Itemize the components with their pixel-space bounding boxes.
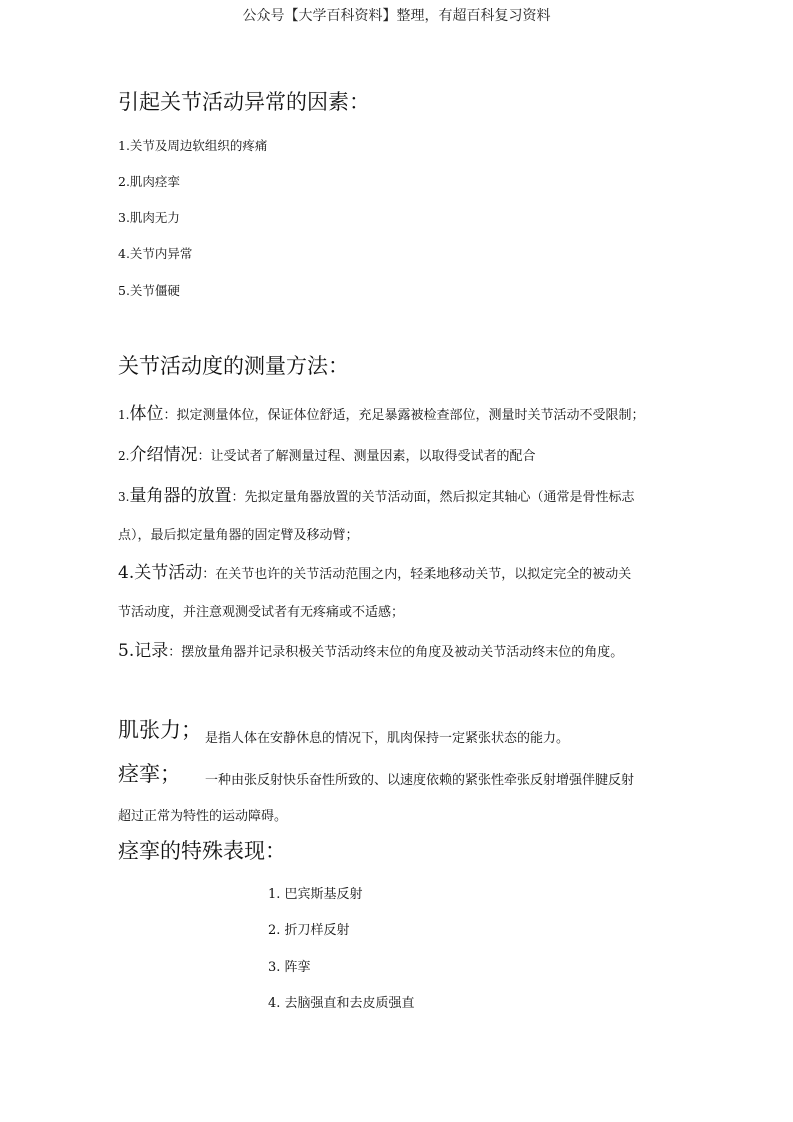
spasm-signs-title: 痉挛的特殊表现： — [118, 839, 286, 863]
step-number: 2. — [118, 449, 130, 463]
factor-item-4: 4.关节内异常 — [118, 246, 193, 261]
muscle-tone-definition: 是指人体在安静休息的情况下，肌肉保持一定紧张状态的能力。 — [205, 731, 570, 746]
page-header: 公众号【大学百科资料】整理，有超百科复习资料 — [242, 8, 551, 24]
measure-step-5 — [118, 636, 623, 661]
step-desc: ：在关节也许的关节活动范围之内，轻柔地移动关节，以拟定完全的被动关 — [202, 567, 632, 582]
spasm-definition: 一种由张反射快乐奋性所致的、以速度依赖的紧张性牵张反射增强伴腱反射 — [205, 773, 635, 788]
factor-item-3: 3.肌肉无力 — [118, 210, 180, 225]
measure-step-2 — [118, 440, 535, 465]
step-number: 1. — [118, 408, 130, 422]
spasm-sign-item-2: 2. 折刀样反射 — [268, 923, 350, 938]
step-number: 5. — [118, 641, 135, 661]
measure-step-3-continuation: 点），最后拟定量角器的固定臂及移动臂； — [118, 528, 359, 543]
step-term: 介绍情况 — [129, 445, 198, 465]
step-term: 记录 — [134, 641, 169, 661]
spasm-sign-item-3: 3. 阵挛 — [268, 960, 311, 975]
step-number: 3. — [118, 490, 130, 504]
step-term: 量角器的放置 — [129, 486, 232, 506]
spasm-term: 痉挛； — [118, 762, 181, 786]
step-desc: ：让受试者了解测量过程、测量因素，以取得受试者的配合 — [197, 449, 536, 464]
spasm-definition-continuation: 超过正常为特性的运动障碍。 — [118, 809, 288, 824]
measure-step-1 — [118, 399, 644, 424]
measure-title: 关节活动度的测量方法： — [118, 354, 349, 378]
muscle-tone-term: 肌张力； — [118, 718, 202, 742]
step-desc: ：先拟定量角器放置的关节活动面，然后拟定其轴心（通常是骨性标志 — [231, 490, 635, 505]
measure-step-3 — [118, 481, 634, 506]
factor-item-5: 5.关节僵硬 — [118, 283, 180, 298]
step-term: 体位 — [129, 404, 164, 424]
step-number: 4. — [118, 563, 135, 583]
measure-step-4-continuation: 节活动度，并注意观测受试者有无疼痛或不适感； — [118, 605, 405, 620]
spasm-sign-item-4: 4. 去脑强直和去皮质强直 — [268, 996, 415, 1011]
step-term: 关节活动 — [134, 563, 203, 583]
factors-title: 引起关节活动异常的因素： — [118, 90, 370, 114]
factor-item-1: 1.关节及周边软组织的疼痛 — [118, 138, 268, 153]
measure-step-4 — [118, 558, 631, 583]
spasm-sign-item-1: 1. 巴宾斯基反射 — [268, 887, 363, 902]
factor-item-2: 2.肌肉痉挛 — [118, 174, 180, 189]
step-desc: ：摆放量角器并记录积极关节活动终末位的角度及被动关节活动终末位的角度。 — [168, 645, 624, 660]
step-desc: ：拟定测量体位，保证体位舒适，充足暴露被检查部位，测量时关节活动不受限制； — [163, 408, 645, 423]
